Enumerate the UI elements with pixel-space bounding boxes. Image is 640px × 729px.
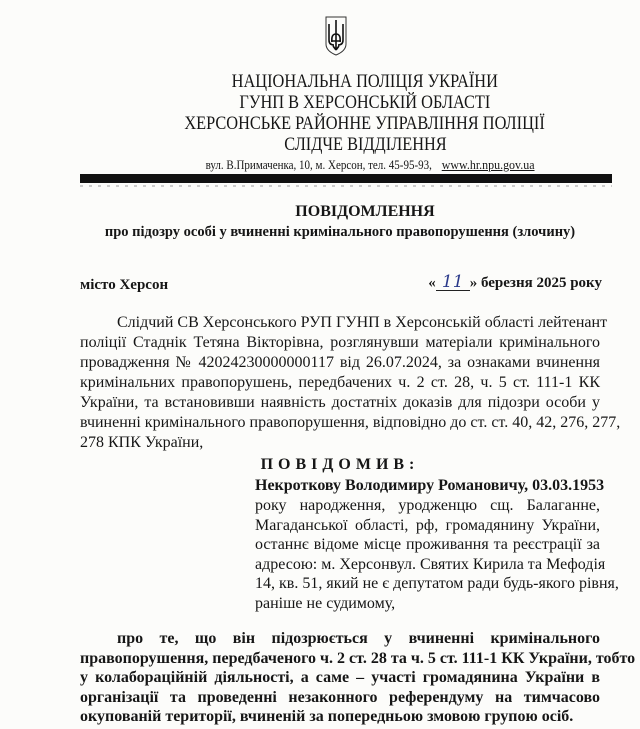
text-line: поліції Стаднік Тетяна Вікторівна, розглянувши матеріали кримінального: [80, 334, 600, 351]
text-line: України, та встановивши наявність достатніх доказів для підозри особи у: [80, 394, 600, 411]
document-city: місто Херсон: [80, 277, 169, 293]
document-date: « 11 » березня 2025 року: [428, 272, 602, 292]
text-line: раніше не судимому,: [255, 595, 396, 612]
notified-heading: ПОВІДОМИВ:: [260, 456, 420, 473]
text-line: у колабораційній діяльності, а саме – участі громадянина України в: [80, 669, 600, 686]
text-line: року народження, уродженцю сщ. Балаганне,: [255, 497, 600, 514]
text-line: організації та проведенні незаконного референдуму на тимчасово: [80, 688, 600, 706]
text-line: 278 КПК України,: [80, 434, 204, 451]
tryzub-emblem-icon: [325, 16, 347, 56]
text-line: 14, кв. 51, який не є депутатом ради будь-якого рівня,: [255, 575, 619, 593]
header-divider-shadow: [80, 185, 612, 187]
text-line: правопорушення, передбаченого ч. 2 ст. 28 та ч. 5 ст. 111-1 КК України, тобто: [80, 649, 636, 667]
header-line-1: НАЦІОНАЛЬНА ПОЛІЦІЯ УКРАЇНИ: [231, 71, 499, 92]
document-title: ПОВІДОМЛЕННЯ: [295, 203, 435, 220]
text-line: кримінальних правопорушень, передбачених ч. 2 ст. 28, ч. 5 ст. 111-1 КК: [80, 374, 600, 391]
website-link[interactable]: www.hr.npu.gov.ua: [441, 157, 535, 172]
text-line: Слідчий СВ Херсонського РУП ГУНП в Херсонській області лейтенант: [117, 314, 608, 331]
address-text: вул. В.Примаченка, 10, м. Херсон, тел. 45-95-93,: [205, 157, 432, 172]
text-line: про те, що він підозрюється у вчиненні кримінального: [117, 630, 600, 647]
text-line: провадження № 42024230000000117 від 26.07.2024, за ознаками вчинення: [80, 354, 600, 371]
text-line: адресою: м. Херсонвул. Святих Кирила та Мефодія: [255, 555, 606, 573]
text-line: останнє відоме місце проживання та реєстрації за: [255, 536, 600, 554]
text-line: окупованій території, вчиненій за попередньою змовою групою осіб.: [80, 708, 574, 725]
text-line: Магаданської області, рф, громадянину України,: [255, 516, 600, 534]
header-address: [60, 157, 640, 172]
header-line-3: ХЕРСОНСЬКЕ РАЙОННЕ УПРАВЛІННЯ ПОЛІЦІЇ: [184, 113, 546, 134]
document-subtitle: про підозру особі у вчиненні кримінального правопорушення (злочину): [104, 224, 576, 240]
handwritten-day: 11: [436, 274, 470, 291]
header-line-2: ГУНП В ХЕРСОНСЬКІЙ ОБЛАСТІ: [239, 92, 491, 113]
suspect-name: Некроткову Володимиру Романовичу, 03.03.1953: [255, 477, 605, 494]
text-line: вчиненні кримінального правопорушення, відповідно до ст. ст. 40, 42, 276, 277,: [80, 414, 621, 431]
header-line-4: СЛІДЧЕ ВІДДІЛЕННЯ: [283, 134, 447, 155]
header-divider: [80, 174, 612, 183]
